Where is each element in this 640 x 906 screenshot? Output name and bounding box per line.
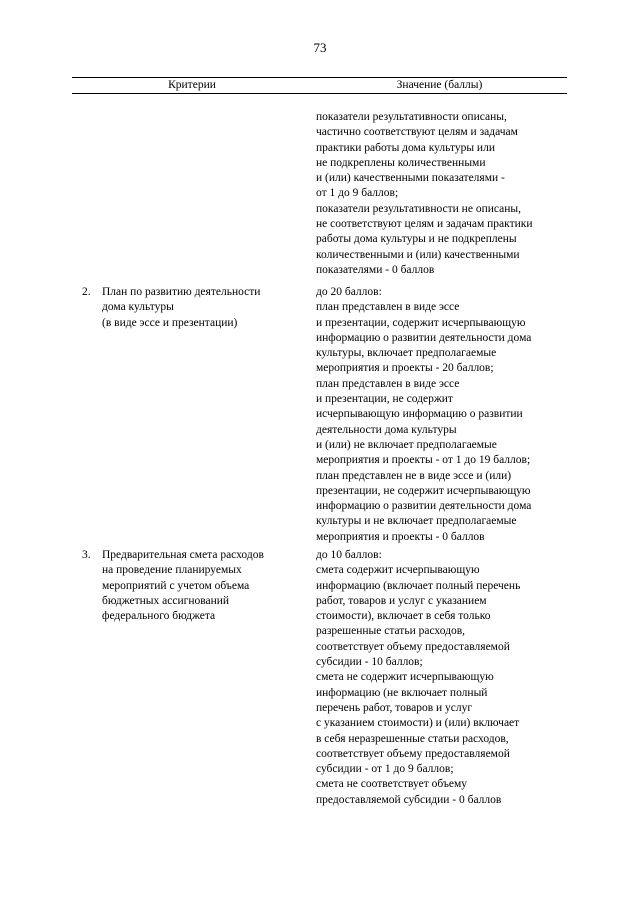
criteria-line: мероприятий с учетом объема bbox=[102, 579, 250, 592]
value-line: до 10 баллов: bbox=[316, 549, 382, 561]
value-line: работы дома культуры и не подкреплены bbox=[316, 233, 517, 246]
value-line: и (или) качественными показателями - bbox=[316, 172, 505, 185]
value-line: смета содержит исчерпывающую bbox=[316, 564, 480, 577]
value-line: мероприятия и проекты - 0 баллов bbox=[316, 530, 485, 543]
value-line: и презентации, не содержит bbox=[316, 393, 453, 406]
value-line: показатели результативности не описаны, bbox=[316, 202, 521, 215]
value-line: стоимости), включает в себя только bbox=[316, 610, 491, 623]
value-line: до 20 баллов: bbox=[316, 286, 382, 298]
table-header-value: Значение (баллы) bbox=[396, 79, 483, 91]
table-header-bottom-rule bbox=[72, 93, 567, 94]
value-line: мероприятия и проекты - 20 баллов; bbox=[316, 362, 494, 375]
value-line: план представлен не в виде эссе и (или) bbox=[316, 469, 512, 482]
value-line: и презентации, содержит исчерпывающую bbox=[316, 316, 526, 329]
value-line: субсидии - от 1 до 9 баллов; bbox=[316, 763, 454, 776]
value-line: информацию о развитии деятельности дома bbox=[316, 331, 532, 344]
table-header-criteria: Критерии bbox=[168, 79, 216, 91]
value-line: мероприятия и проекты - от 1 до 19 баллов; bbox=[316, 454, 531, 467]
value-line: не соответствуют целям и задачам практики bbox=[316, 218, 533, 231]
value-line: информацию о развитии деятельности дома bbox=[316, 500, 532, 513]
value-line: в себя неразрешенные статьи расходов, bbox=[316, 732, 509, 745]
value-line: деятельности дома культуры bbox=[316, 423, 457, 436]
value-line: смета не содержит исчерпывающую bbox=[316, 671, 494, 684]
value-line: культуры, включает предполагаемые bbox=[316, 347, 497, 360]
value-line: культуры и не включает предполагаемые bbox=[316, 515, 517, 528]
criteria-line: (в виде эссе и презентации) bbox=[102, 316, 238, 329]
value-line: с указанием стоимости) и (или) включает bbox=[316, 717, 520, 730]
value-line: не подкреплены количественными bbox=[316, 156, 486, 169]
value-line: презентации, не содержит исчерпывающую bbox=[316, 484, 531, 497]
value-line: работ, товаров и услуг с указанием bbox=[316, 594, 487, 607]
criteria-line: федерального бюджета bbox=[102, 610, 216, 623]
value-line: план представлен в виде эссе bbox=[316, 377, 460, 390]
value-line: смета не соответствует объему bbox=[316, 778, 468, 791]
value-line: показатели результативности описаны, bbox=[316, 111, 507, 123]
value-line: от 1 до 9 баллов; bbox=[316, 187, 399, 200]
value-line: показателями - 0 баллов bbox=[316, 263, 435, 276]
value-line: практики работы дома культуры или bbox=[316, 141, 495, 154]
value-line: информацию (не включает полный bbox=[316, 686, 488, 699]
value-line: и (или) не включает предполагаемые bbox=[316, 438, 497, 451]
value-line: количественными и (или) качественными bbox=[316, 248, 520, 261]
continuation-value-text bbox=[316, 110, 533, 278]
page-number: 73 bbox=[313, 40, 327, 55]
value-line: информацию (включает полный перечень bbox=[316, 579, 521, 592]
value-line: план представлен в виде эссе bbox=[316, 301, 460, 314]
row-value-text bbox=[316, 548, 520, 808]
criteria-line: Предварительная смета расходов bbox=[102, 549, 264, 561]
criteria-line: План по развитию деятельности bbox=[102, 286, 261, 298]
value-line: соответствует объему предоставляемой bbox=[316, 747, 510, 760]
value-line: разрешенные статьи расходов, bbox=[316, 625, 466, 638]
value-line: субсидии - 10 баллов; bbox=[316, 656, 423, 669]
value-line: исчерпывающую информацию о развитии bbox=[316, 408, 523, 421]
criteria-line: бюджетных ассигнований bbox=[102, 594, 230, 607]
row-value-text bbox=[316, 285, 531, 545]
criteria-line: дома культуры bbox=[102, 301, 174, 314]
row-criteria-text bbox=[102, 548, 264, 624]
value-line: предоставляемой субсидии - 0 баллов bbox=[316, 793, 502, 806]
row-criteria-text bbox=[102, 285, 260, 331]
value-line: соответствует объему предоставляемой bbox=[316, 640, 510, 653]
value-line: перечень работ, товаров и услуг bbox=[316, 701, 473, 714]
criteria-line: на проведение планируемых bbox=[102, 564, 242, 577]
row-number: 2. bbox=[82, 286, 91, 298]
value-line: частично соответствуют целям и задачам bbox=[316, 126, 518, 139]
row-number: 3. bbox=[82, 549, 91, 561]
